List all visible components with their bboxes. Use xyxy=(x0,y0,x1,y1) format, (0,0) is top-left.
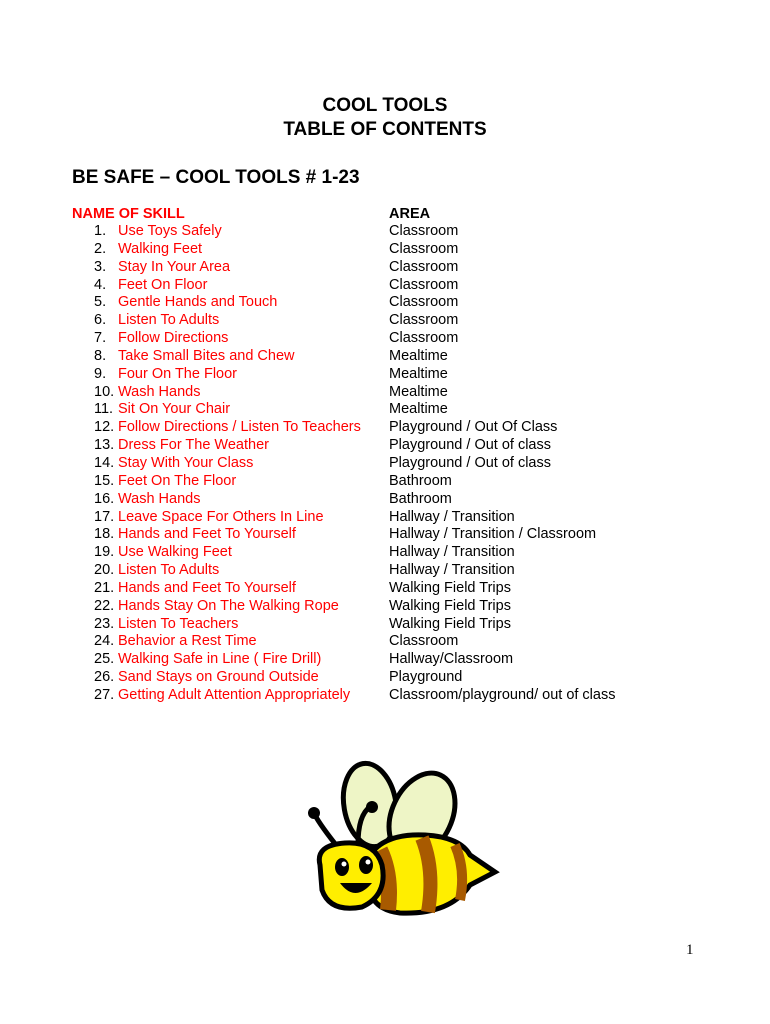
skill-area: Walking Field Trips xyxy=(389,579,511,596)
item-number: 8. xyxy=(94,347,107,364)
document-title: COOL TOOLS xyxy=(322,95,448,116)
skill-name: Feet On Floor xyxy=(118,276,208,293)
skill-name: Stay With Your Class xyxy=(118,454,254,471)
skill-area: Classroom xyxy=(389,312,459,329)
skill-area: Classroom xyxy=(389,223,459,239)
skill-area: Playground / Out of class xyxy=(389,454,551,471)
item-number: 9. xyxy=(94,365,107,382)
list-item xyxy=(0,509,770,527)
skill-name: Take Small Bites and Chew xyxy=(118,347,295,364)
skill-area: Bathroom xyxy=(389,490,452,507)
item-number: 25. xyxy=(94,651,115,668)
list-item xyxy=(0,437,770,455)
item-number: 21. xyxy=(94,579,115,596)
skill-area: Playground xyxy=(389,669,463,686)
section-heading: BE SAFE – COOL TOOLS # 1-23 xyxy=(72,167,360,188)
list-item xyxy=(0,419,770,437)
skill-name: Use Toys Safely xyxy=(118,223,222,239)
list-item xyxy=(0,669,770,687)
item-number: 18. xyxy=(94,526,115,543)
list-item xyxy=(0,348,770,366)
list-item xyxy=(0,651,770,669)
item-number: 5. xyxy=(94,294,107,311)
skill-name: Sand Stays on Ground Outside xyxy=(118,669,319,686)
item-number: 19. xyxy=(94,544,115,561)
item-number: 6. xyxy=(94,312,107,329)
skills-list xyxy=(0,223,770,705)
item-number: 15. xyxy=(94,472,115,489)
list-item xyxy=(0,384,770,402)
skill-area: Walking Field Trips xyxy=(389,597,511,614)
skill-name: Listen To Adults xyxy=(118,562,220,579)
skill-area: Classroom xyxy=(389,633,459,650)
skill-area: Mealtime xyxy=(389,365,448,382)
skill-area: Classroom/playground/ out of class xyxy=(389,686,616,703)
skill-name: Listen To Adults xyxy=(118,312,220,329)
item-number: 11. xyxy=(94,401,114,418)
item-number: 2. xyxy=(94,240,107,257)
list-item xyxy=(0,633,770,651)
item-number: 26. xyxy=(94,669,115,686)
item-number: 16. xyxy=(94,490,115,507)
skill-name: Getting Adult Attention Appropriately xyxy=(118,686,351,703)
skill-name: Gentle Hands and Touch xyxy=(118,294,278,311)
skill-area: Mealtime xyxy=(389,347,448,364)
list-item xyxy=(0,223,770,241)
skill-name: Four On The Floor xyxy=(118,365,238,382)
list-item xyxy=(0,455,770,473)
skill-area: Mealtime xyxy=(389,401,448,418)
skill-area: Mealtime xyxy=(389,383,448,400)
list-item xyxy=(0,277,770,295)
skill-name: Use Walking Feet xyxy=(118,544,232,561)
skill-name: Behavior a Rest Time xyxy=(118,633,257,650)
skill-area: Classroom xyxy=(389,330,459,347)
skill-area: Walking Field Trips xyxy=(389,615,511,632)
item-number: 13. xyxy=(94,437,115,454)
skill-name: Leave Space For Others In Line xyxy=(118,508,324,525)
skill-name: Wash Hands xyxy=(118,490,201,507)
list-item xyxy=(0,580,770,598)
item-number: 10. xyxy=(94,383,115,400)
skill-name: Listen To Teachers xyxy=(118,615,239,632)
skill-name: Stay In Your Area xyxy=(118,258,231,275)
list-item xyxy=(0,687,770,705)
item-number: 20. xyxy=(94,562,115,579)
list-item xyxy=(0,616,770,634)
skill-name: Hands and Feet To Yourself xyxy=(118,579,296,596)
item-number: 17. xyxy=(94,508,115,525)
list-item xyxy=(0,241,770,259)
skill-area: Hallway / Transition / Classroom xyxy=(389,526,597,543)
skill-name: Follow Directions xyxy=(118,330,229,347)
skill-area: Classroom xyxy=(389,276,459,293)
list-item xyxy=(0,259,770,277)
list-item xyxy=(0,366,770,384)
skill-area: Classroom xyxy=(389,294,459,311)
document-subtitle: TABLE OF CONTENTS xyxy=(283,119,487,140)
skill-column-header: NAME OF SKILL xyxy=(72,206,185,222)
skill-name: Hands Stay On The Walking Rope xyxy=(118,597,339,614)
skill-name: Walking Feet xyxy=(118,240,203,257)
skill-area: Classroom xyxy=(389,258,459,275)
list-item xyxy=(0,294,770,312)
skill-name: Walking Safe in Line ( Fire Drill) xyxy=(118,651,322,668)
bee-icon xyxy=(300,755,500,930)
skill-name: Dress For The Weather xyxy=(118,437,269,454)
list-item xyxy=(0,401,770,419)
item-number: 27. xyxy=(94,686,115,703)
area-column-header: AREA xyxy=(389,206,431,222)
item-number: 24. xyxy=(94,633,115,650)
skill-area: Hallway / Transition xyxy=(389,544,515,561)
list-item xyxy=(0,491,770,509)
list-item xyxy=(0,598,770,616)
item-number: 22. xyxy=(94,597,115,614)
item-number: 4. xyxy=(94,276,107,293)
page-number: 1 xyxy=(686,942,694,958)
skill-area: Bathroom xyxy=(389,472,452,489)
list-item xyxy=(0,526,770,544)
item-number: 12. xyxy=(94,419,115,436)
item-number: 1. xyxy=(94,223,107,239)
item-number: 14. xyxy=(94,454,115,471)
list-item xyxy=(0,312,770,330)
item-number: 23. xyxy=(94,615,115,632)
skill-area: Hallway / Transition xyxy=(389,508,515,525)
skill-area: Hallway / Transition xyxy=(389,562,515,579)
skill-area: Classroom xyxy=(389,240,459,257)
skill-name: Feet On The Floor xyxy=(118,472,237,489)
skill-area: Playground / Out Of Class xyxy=(389,419,558,436)
item-number: 3. xyxy=(94,258,107,275)
skill-area: Playground / Out of class xyxy=(389,437,551,454)
item-number: 7. xyxy=(94,330,107,347)
list-item xyxy=(0,473,770,491)
skill-name: Sit On Your Chair xyxy=(118,401,231,418)
skill-name: Hands and Feet To Yourself xyxy=(118,526,296,543)
skill-area: Hallway/Classroom xyxy=(389,651,514,668)
skill-name: Wash Hands xyxy=(118,383,201,400)
list-item xyxy=(0,562,770,580)
list-item xyxy=(0,544,770,562)
skill-name: Follow Directions / Listen To Teachers xyxy=(118,419,361,436)
list-item xyxy=(0,330,770,348)
